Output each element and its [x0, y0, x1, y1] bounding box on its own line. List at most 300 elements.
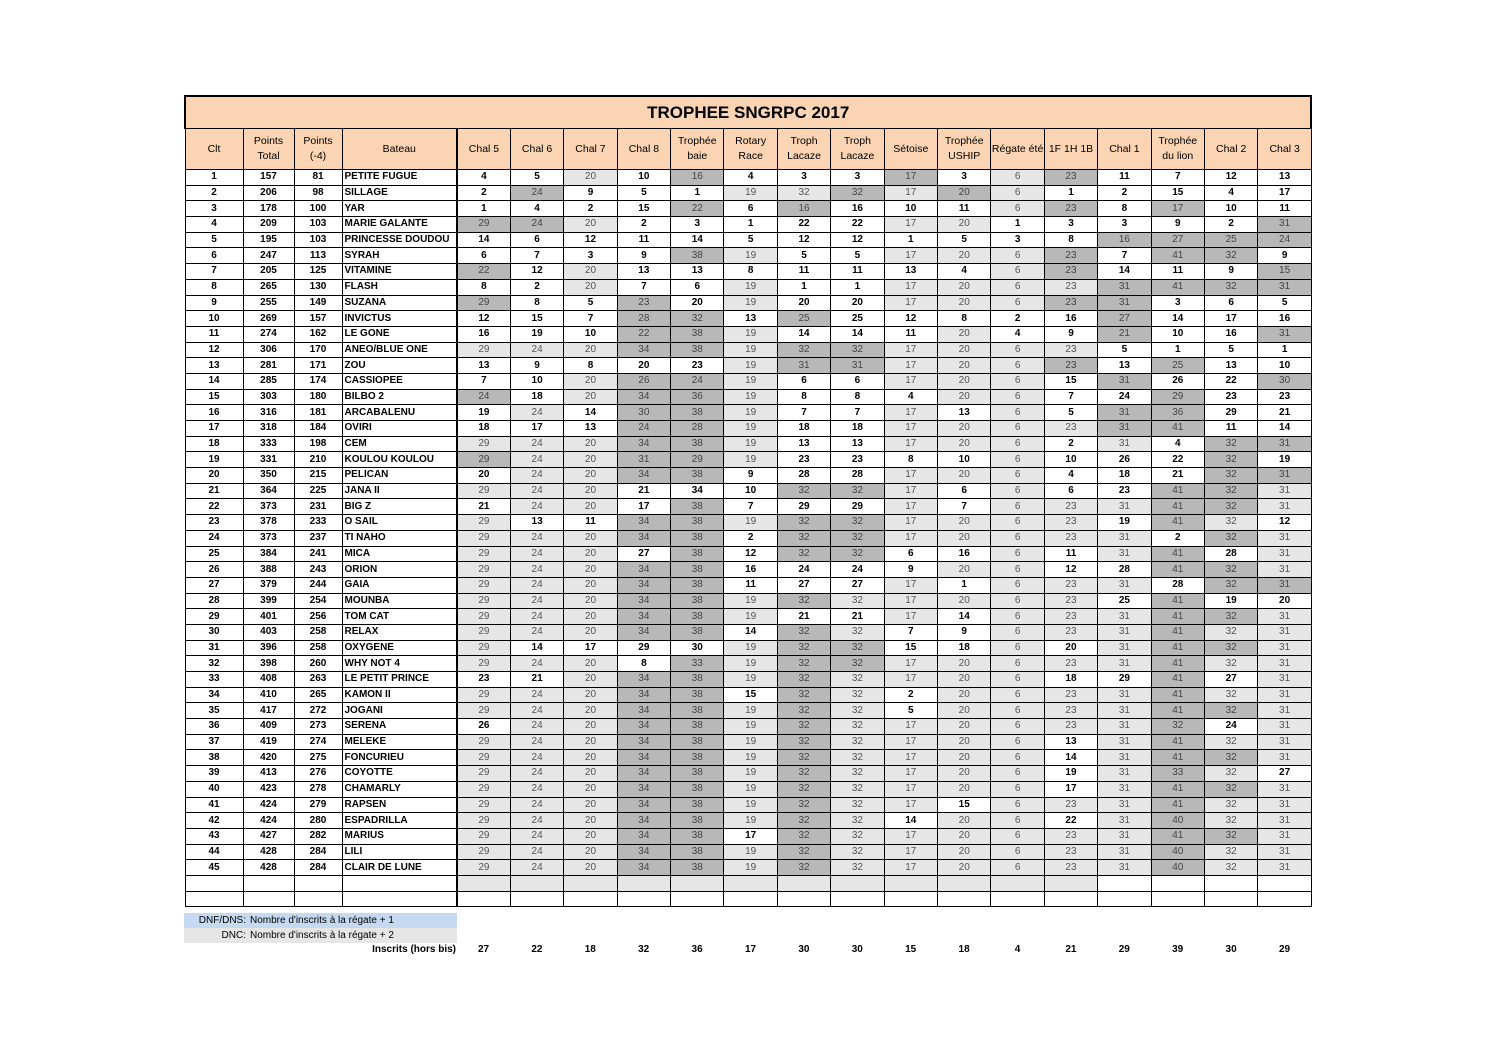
race-result-cell: 32: [831, 703, 884, 719]
empty-cell: [342, 891, 457, 907]
race-result-cell: 32: [777, 672, 830, 688]
race-result-cell: 38: [671, 593, 724, 609]
race-result-cell: 24: [510, 452, 563, 468]
points-total-cell: 409: [243, 719, 294, 735]
race-result-cell: 7: [884, 624, 937, 640]
note-dnf-key: DNF/DNS:: [198, 915, 246, 926]
race-result-cell: 13: [777, 436, 830, 452]
race-result-cell: 38: [671, 326, 724, 342]
table-row: [185, 499, 1311, 515]
table-row: [185, 672, 1311, 688]
points-cell: 241: [294, 546, 342, 562]
rank-cell: 5: [185, 232, 243, 248]
race-result-cell: 19: [724, 860, 777, 876]
race-result-cell: 8: [564, 358, 617, 374]
points-total-cell: 247: [243, 248, 294, 264]
race-result-cell: 41: [1151, 515, 1204, 531]
note-dnf: [184, 913, 457, 928]
race-result-cell: 6: [1204, 295, 1257, 311]
race-result-cell: 20: [564, 609, 617, 625]
race-result-cell: 3: [1044, 217, 1097, 233]
rank-cell: 41: [185, 797, 243, 813]
boat-name-cell: COYOTTE: [342, 766, 457, 782]
race-result-cell: 23: [617, 295, 670, 311]
note-dnc-text: Nombre d'inscrits à la régate + 2: [250, 930, 394, 941]
race-result-cell: 41: [1151, 279, 1204, 295]
rank-cell: 35: [185, 703, 243, 719]
race-result-cell: 5: [724, 232, 777, 248]
race-result-cell: 2: [724, 530, 777, 546]
race-result-cell: 38: [671, 436, 724, 452]
race-result-cell: 31: [1098, 295, 1151, 311]
race-result-cell: 19: [724, 373, 777, 389]
table-row: [185, 719, 1311, 735]
race-result-cell: 1: [457, 201, 510, 217]
header-race: Trophée USHIP: [938, 129, 991, 170]
race-result-cell: 41: [1151, 656, 1204, 672]
race-result-cell: 27: [1258, 766, 1312, 782]
boat-name-cell: MARIE GALANTE: [342, 217, 457, 233]
rank-cell: 16: [185, 405, 243, 421]
race-result-cell: 6: [991, 750, 1044, 766]
race-result-cell: 26: [457, 719, 510, 735]
table-row: [185, 797, 1311, 813]
race-result-cell: 32: [831, 483, 884, 499]
empty-cell: [1258, 891, 1312, 907]
header-race: Sétoise: [884, 129, 937, 170]
race-result-cell: 29: [457, 781, 510, 797]
race-result-cell: 38: [671, 577, 724, 593]
race-result-cell: 25: [777, 311, 830, 327]
race-result-cell: 20: [938, 185, 991, 201]
race-result-cell: 20: [1044, 640, 1097, 656]
points-cell: 225: [294, 483, 342, 499]
race-result-cell: 32: [1204, 609, 1257, 625]
race-result-cell: 41: [1151, 781, 1204, 797]
race-result-cell: 34: [617, 468, 670, 484]
race-result-cell: 16: [1044, 311, 1097, 327]
table-row: [185, 405, 1311, 421]
race-result-cell: 11: [1098, 170, 1151, 186]
race-result-cell: 17: [1258, 185, 1312, 201]
race-result-cell: 24: [510, 342, 563, 358]
boat-name-cell: BIG Z: [342, 499, 457, 515]
race-result-cell: 6: [991, 766, 1044, 782]
race-result-cell: 31: [1098, 624, 1151, 640]
race-result-cell: 32: [831, 828, 884, 844]
race-result-cell: 23: [1044, 342, 1097, 358]
race-result-cell: 17: [884, 295, 937, 311]
race-result-cell: 32: [1204, 515, 1257, 531]
points-cell: 149: [294, 295, 342, 311]
empty-cell: [724, 891, 777, 907]
race-result-cell: 31: [1258, 499, 1312, 515]
table-row: [185, 421, 1311, 437]
boat-name-cell: LE GONE: [342, 326, 457, 342]
inscrits-value: 18: [958, 944, 970, 955]
race-result-cell: 21: [1151, 468, 1204, 484]
points-cell: 280: [294, 813, 342, 829]
boat-name-cell: GAIA: [342, 577, 457, 593]
race-result-cell: 24: [510, 405, 563, 421]
race-result-cell: 20: [938, 703, 991, 719]
rank-cell: 26: [185, 562, 243, 578]
race-result-cell: 2: [1204, 217, 1257, 233]
points-cell: 258: [294, 640, 342, 656]
table-row: [185, 342, 1311, 358]
race-result-cell: 31: [1098, 687, 1151, 703]
race-result-cell: 24: [671, 373, 724, 389]
race-result-cell: 23: [457, 672, 510, 688]
race-result-cell: 32: [777, 185, 830, 201]
points-total-cell: 379: [243, 577, 294, 593]
race-result-cell: 17: [617, 499, 670, 515]
race-result-cell: 32: [777, 750, 830, 766]
race-result-cell: 31: [1098, 436, 1151, 452]
points-cell: 272: [294, 703, 342, 719]
points-total-cell: 157: [243, 170, 294, 186]
race-result-cell: 20: [564, 687, 617, 703]
race-result-cell: 32: [831, 640, 884, 656]
race-result-cell: 7: [938, 499, 991, 515]
race-result-cell: 31: [1098, 781, 1151, 797]
race-result-cell: 20: [564, 750, 617, 766]
table-row: [185, 452, 1311, 468]
race-result-cell: 29: [457, 515, 510, 531]
race-result-cell: 13: [564, 421, 617, 437]
race-result-cell: 8: [884, 452, 937, 468]
header-race: Chal 2: [1204, 129, 1257, 170]
race-result-cell: 24: [510, 828, 563, 844]
race-result-cell: 13: [724, 311, 777, 327]
empty-cell: [1044, 875, 1097, 891]
race-result-cell: 9: [564, 185, 617, 201]
race-result-cell: 41: [1151, 797, 1204, 813]
race-result-cell: 17: [884, 797, 937, 813]
race-result-cell: 16: [724, 562, 777, 578]
table-row: [185, 515, 1311, 531]
race-result-cell: 38: [671, 515, 724, 531]
header-points-minus4: Points (-4): [294, 129, 342, 170]
points-total-cell: 398: [243, 656, 294, 672]
race-result-cell: 32: [777, 844, 830, 860]
race-result-cell: 31: [1098, 421, 1151, 437]
race-result-cell: 20: [938, 468, 991, 484]
header-clt: Clt: [185, 129, 243, 170]
race-result-cell: 19: [510, 326, 563, 342]
points-total-cell: 417: [243, 703, 294, 719]
race-result-cell: 23: [671, 358, 724, 374]
race-result-cell: 32: [777, 530, 830, 546]
race-result-cell: 34: [617, 828, 670, 844]
race-result-cell: 4: [1204, 185, 1257, 201]
race-result-cell: 32: [1204, 483, 1257, 499]
race-result-cell: 20: [564, 577, 617, 593]
race-result-cell: 30: [671, 640, 724, 656]
race-result-cell: 6: [991, 483, 1044, 499]
race-result-cell: 14: [884, 813, 937, 829]
race-result-cell: 6: [991, 828, 1044, 844]
race-result-cell: 41: [1151, 562, 1204, 578]
rank-cell: 18: [185, 436, 243, 452]
race-result-cell: 17: [884, 734, 937, 750]
race-result-cell: 16: [777, 201, 830, 217]
rank-cell: 11: [185, 326, 243, 342]
points-cell: 284: [294, 860, 342, 876]
race-result-cell: 17: [884, 373, 937, 389]
race-result-cell: 6: [991, 797, 1044, 813]
race-result-cell: 11: [617, 232, 670, 248]
race-result-cell: 20: [564, 656, 617, 672]
race-result-cell: 23: [1204, 389, 1257, 405]
race-result-cell: 20: [564, 279, 617, 295]
race-result-cell: 17: [884, 781, 937, 797]
race-result-cell: 20: [938, 248, 991, 264]
inscrits-value: 21: [1065, 944, 1077, 955]
race-result-cell: 8: [724, 264, 777, 280]
race-result-cell: 14: [671, 232, 724, 248]
race-result-cell: 34: [617, 672, 670, 688]
race-result-cell: 2: [1044, 436, 1097, 452]
race-result-cell: 38: [671, 499, 724, 515]
race-result-cell: 19: [724, 279, 777, 295]
race-result-cell: 6: [510, 232, 563, 248]
race-result-cell: 17: [884, 766, 937, 782]
race-result-cell: 14: [1044, 750, 1097, 766]
boat-name-cell: LE PETIT PRINCE: [342, 672, 457, 688]
race-result-cell: 9: [884, 562, 937, 578]
points-cell: 174: [294, 373, 342, 389]
race-result-cell: 1: [884, 232, 937, 248]
boat-name-cell: O SAIL: [342, 515, 457, 531]
points-total-cell: 206: [243, 185, 294, 201]
race-result-cell: 23: [1044, 860, 1097, 876]
header-race: Rotary Race: [724, 129, 777, 170]
race-result-cell: 31: [1258, 624, 1312, 640]
race-result-cell: 38: [671, 766, 724, 782]
empty-cell: [564, 875, 617, 891]
race-result-cell: 32: [1204, 687, 1257, 703]
points-cell: 284: [294, 844, 342, 860]
points-cell: 210: [294, 452, 342, 468]
points-total-cell: 388: [243, 562, 294, 578]
race-result-cell: 17: [884, 421, 937, 437]
race-result-cell: 41: [1151, 499, 1204, 515]
race-result-cell: 6: [991, 687, 1044, 703]
race-result-cell: 34: [617, 624, 670, 640]
race-result-cell: 32: [777, 640, 830, 656]
race-result-cell: 31: [1098, 405, 1151, 421]
race-result-cell: 19: [724, 797, 777, 813]
race-result-cell: 32: [1204, 624, 1257, 640]
points-total-cell: 384: [243, 546, 294, 562]
race-result-cell: 6: [991, 248, 1044, 264]
table-row: [185, 593, 1311, 609]
race-result-cell: 1: [1044, 185, 1097, 201]
race-result-cell: 41: [1151, 750, 1204, 766]
race-result-cell: 22: [777, 217, 830, 233]
race-result-cell: 1: [671, 185, 724, 201]
race-result-cell: 20: [564, 672, 617, 688]
table-row: [185, 436, 1311, 452]
boat-name-cell: SILLAGE: [342, 185, 457, 201]
note-dnc-key: DNC:: [221, 930, 246, 941]
race-result-cell: 34: [617, 844, 670, 860]
race-result-cell: 4: [884, 389, 937, 405]
race-result-cell: 8: [1098, 201, 1151, 217]
race-result-cell: 27: [617, 546, 670, 562]
race-result-cell: 29: [457, 687, 510, 703]
race-result-cell: 24: [510, 577, 563, 593]
rank-cell: 2: [185, 185, 243, 201]
race-result-cell: 19: [724, 389, 777, 405]
race-result-cell: 5: [564, 295, 617, 311]
race-result-cell: 14: [1151, 311, 1204, 327]
race-result-cell: 31: [1098, 734, 1151, 750]
race-result-cell: 18: [777, 421, 830, 437]
race-result-cell: 6: [991, 624, 1044, 640]
points-total-cell: 399: [243, 593, 294, 609]
race-result-cell: 20: [938, 766, 991, 782]
race-result-cell: 31: [1098, 750, 1151, 766]
table-row: [185, 201, 1311, 217]
race-result-cell: 29: [457, 703, 510, 719]
race-result-cell: 23: [1044, 499, 1097, 515]
race-result-cell: 19: [724, 358, 777, 374]
race-result-cell: 13: [831, 436, 884, 452]
points-cell: 103: [294, 217, 342, 233]
race-result-cell: 23: [831, 452, 884, 468]
empty-cell: [617, 875, 670, 891]
race-result-cell: 20: [564, 734, 617, 750]
rank-cell: 40: [185, 781, 243, 797]
points-cell: 184: [294, 421, 342, 437]
race-result-cell: 31: [1258, 672, 1312, 688]
race-result-cell: 24: [510, 217, 563, 233]
rank-cell: 6: [185, 248, 243, 264]
race-result-cell: 18: [457, 421, 510, 437]
empty-cell: [185, 875, 243, 891]
rank-cell: 17: [185, 421, 243, 437]
race-result-cell: 7: [564, 311, 617, 327]
table-row: [185, 828, 1311, 844]
race-result-cell: 31: [1258, 279, 1312, 295]
race-result-cell: 31: [1098, 860, 1151, 876]
race-result-cell: 34: [617, 860, 670, 876]
race-result-cell: 29: [457, 562, 510, 578]
race-result-cell: 17: [884, 860, 937, 876]
empty-row: [185, 875, 1311, 891]
points-cell: 279: [294, 797, 342, 813]
race-result-cell: 32: [831, 515, 884, 531]
race-result-cell: 29: [457, 797, 510, 813]
race-result-cell: 20: [777, 295, 830, 311]
race-result-cell: 31: [1258, 483, 1312, 499]
race-result-cell: 38: [671, 844, 724, 860]
race-result-cell: 24: [510, 499, 563, 515]
race-result-cell: 23: [1044, 515, 1097, 531]
race-result-cell: 20: [564, 624, 617, 640]
race-result-cell: 32: [1204, 860, 1257, 876]
race-result-cell: 22: [457, 264, 510, 280]
points-total-cell: 269: [243, 311, 294, 327]
race-result-cell: 19: [724, 326, 777, 342]
empty-cell: [294, 875, 342, 891]
race-result-cell: 25: [1204, 232, 1257, 248]
race-result-cell: 20: [457, 468, 510, 484]
race-result-cell: 19: [724, 342, 777, 358]
race-result-cell: 2: [884, 687, 937, 703]
race-result-cell: 31: [1258, 781, 1312, 797]
race-result-cell: 27: [1204, 672, 1257, 688]
race-result-cell: 31: [1258, 719, 1312, 735]
race-result-cell: 31: [1098, 766, 1151, 782]
race-result-cell: 26: [617, 373, 670, 389]
race-result-cell: 6: [777, 373, 830, 389]
points-cell: 265: [294, 687, 342, 703]
race-result-cell: 10: [617, 170, 670, 186]
empty-cell: [457, 875, 510, 891]
points-cell: 233: [294, 515, 342, 531]
race-result-cell: 32: [831, 734, 884, 750]
race-result-cell: 28: [671, 421, 724, 437]
race-result-cell: 32: [1204, 797, 1257, 813]
race-result-cell: 25: [1151, 358, 1204, 374]
boat-name-cell: MICA: [342, 546, 457, 562]
race-result-cell: 17: [1204, 311, 1257, 327]
race-result-cell: 4: [724, 170, 777, 186]
table-row: [185, 781, 1311, 797]
race-result-cell: 31: [1258, 703, 1312, 719]
race-result-cell: 20: [938, 593, 991, 609]
race-result-cell: 29: [457, 452, 510, 468]
table-row: [185, 656, 1311, 672]
race-result-cell: 29: [1151, 389, 1204, 405]
points-total-cell: 428: [243, 844, 294, 860]
inscrits-value: 18: [584, 944, 596, 955]
points-cell: 237: [294, 530, 342, 546]
race-result-cell: 12: [724, 546, 777, 562]
race-result-cell: 23: [1044, 719, 1097, 735]
header-race: Chal 1: [1098, 129, 1151, 170]
rank-cell: 33: [185, 672, 243, 688]
race-result-cell: 32: [1204, 813, 1257, 829]
race-result-cell: 38: [671, 468, 724, 484]
points-cell: 181: [294, 405, 342, 421]
race-result-cell: 19: [724, 703, 777, 719]
rank-cell: 30: [185, 624, 243, 640]
race-result-cell: 9: [1151, 217, 1204, 233]
race-result-cell: 31: [1258, 468, 1312, 484]
race-result-cell: 6: [457, 248, 510, 264]
race-result-cell: 40: [1151, 860, 1204, 876]
race-result-cell: 32: [1204, 703, 1257, 719]
race-result-cell: 2: [991, 311, 1044, 327]
race-result-cell: 20: [938, 844, 991, 860]
race-result-cell: 2: [617, 217, 670, 233]
race-result-cell: 19: [724, 185, 777, 201]
race-result-cell: 12: [1204, 170, 1257, 186]
race-result-cell: 4: [510, 201, 563, 217]
race-result-cell: 31: [1098, 279, 1151, 295]
race-result-cell: 6: [991, 342, 1044, 358]
race-result-cell: 20: [938, 326, 991, 342]
race-result-cell: 29: [457, 624, 510, 640]
race-result-cell: 23: [1044, 656, 1097, 672]
race-result-cell: 20: [564, 373, 617, 389]
table-row: [185, 530, 1311, 546]
header-race: Chal 5: [457, 129, 510, 170]
